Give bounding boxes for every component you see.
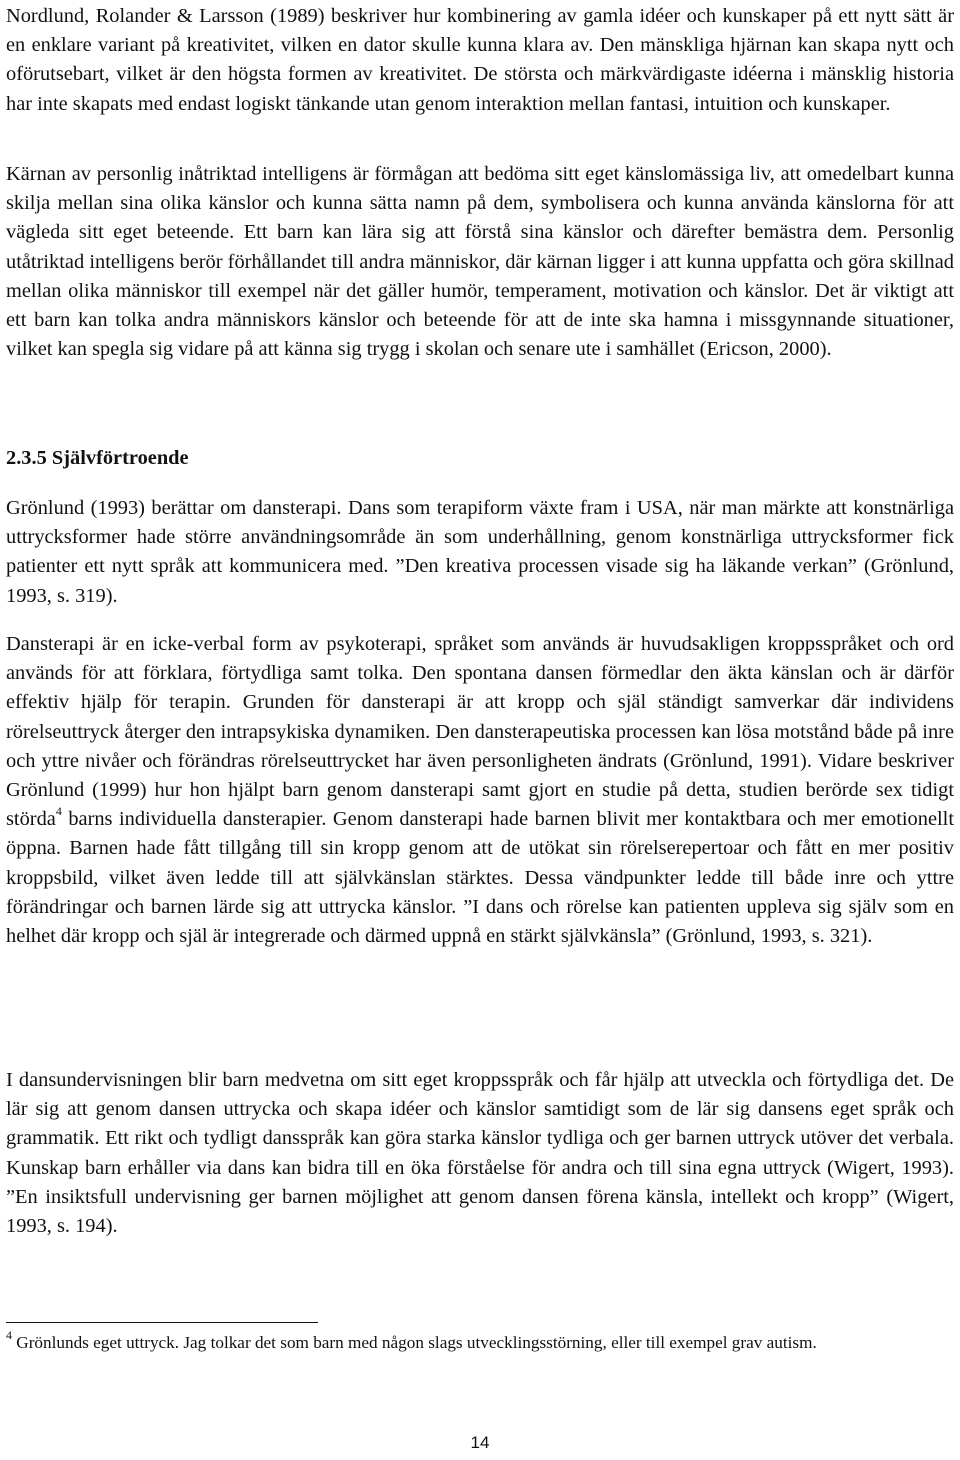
- footnote-marker: 4: [6, 1328, 12, 1343]
- paragraph-dance-therapy-part-2: barns individuella dansterapier. Genom dansterapi hade barnen blivit mer kontaktbara och mer emotionellt öppna. Barnen hade fått tillgång till sin kropp genom att de utökat sin rörelserepertoar och fått en mer positiv kroppsbild, vilket även ledde till att självkänslan stärktes. Dessa vändpunkter ledde till både inre och yttre förändringar och barnen lärde sig att uttrycka känslor. ”I dans och rörelse kan patienten uppleva sig själv som en helhet där kropp och själ är integrerade och därmed uppnå en stärkt självkänsla” (Grönlund, 1993, s. 321).: [6, 808, 954, 948]
- paragraph-dance-therapy-part-1: Dansterapi är en icke-verbal form av psykoterapi, språket som används är huvudsakligen kroppsspråket och ord används för att förklara, förtydliga samt tolka. Den spontana dansen förmedlar den äkta känslan och är därför effektiv hjälp för terapin. Grunden för dansterapi är att kropp och själ ständigt samverkar där individens rörelseuttryck återger den intrapsykiska dynamiken. Den dansterapeutiska processen kan lösa motstånd både på inre och yttre nivåer och förändras rörelseuttrycket har även personligheten ändrats (Grönlund, 1991). Vidare beskriver Grönlund (1999) hur hon hjälpt barn genom dansterapi samt gjort en studie på detta, studien berörde sex tidigt störda: [6, 633, 954, 831]
- footnote-divider: [6, 1322, 318, 1323]
- document-page: [6, 0, 956, 1460]
- paragraph-dance-education: I dansundervisningen blir barn medvetna om sitt eget kroppsspråk och får hjälp att utveckla och förtydliga det. De lär sig att genom dansen uttrycka och skapa idéer och känslor samtidigt som de lär sig dansens eget språk och grammatik. Ett rikt och tydligt dansspråk kan göra starka känslor tydliga och ger barnen uttryck utöver det verbala. Kunskap barn erhåller via dans kan bidra till en öka förståelse för andra och till sina egna uttryck (Wigert, 1993). ”En insiktsfull undervisning ger barnen möjlighet att genom dansen förena känsla, intellekt och kropp” (Wigert, 1993, s. 194).: [6, 1069, 954, 1238]
- paragraph-dance-therapy: [6, 630, 954, 951]
- footnote-reference[interactable]: 4: [55, 804, 62, 819]
- paragraph-creativity: Nordlund, Rolander & Larsson (1989) beskriver hur kombinering av gamla idéer och kunskaper på ett nytt sätt är en enklare variant på kreativitet, vilken en dator skulle kunna klara av. Den mänskliga hjärnan kan skapa nytt och oförutsebart, vilket är den högsta formen av kreativitet. De största och märkvärdigaste idéerna i mänsklig historia har inte skapats med endast logiskt tänkande utan genom interaktion mellan fantasi, intuition och kunskaper.: [6, 5, 954, 115]
- paragraph-intelligence: Kärnan av personlig inåtriktad intelligens är förmågan att bedöma sitt eget känslomässiga liv, att omedelbart kunna skilja mellan sina olika känslor och kunna sätta namn på dem, symbolisera och kunna använda känslorna för att vägleda sitt eget beteende. Ett barn kan lära sig att förstå sina känslor och därefter bemästra dem. Personlig utåtriktad intelligens berör förhållandet till andra människor, där kärnan ligger i att kunna uppfatta och göra skillnad mellan olika människor till exempel när det gäller humör, temperament, motivation och känslor. Det är viktigt att ett barn kan tolka andra människors känslor och beteende för att de inte ska hamna i missgynnande situationer, vilket kan spegla sig vidare på att känna sig trygg i skolan och senare ute i samhället (Ericson, 2000).: [6, 163, 954, 361]
- footnote: [6, 1330, 954, 1356]
- page-number: 14: [470, 1433, 490, 1452]
- paragraph-dance-therapy-intro: Grönlund (1993) berättar om dansterapi. Dans som terapiform växte fram i USA, när man märkte att konstnärliga uttrycksformer hade större användningsområde än som underhållning, genom konstnärliga uttrycksformer fick patienter ett nytt språk att kommunicera med. ”Den kreativa processen visade sig ha läkande verkan” (Grönlund, 1993, s. 319).: [6, 497, 954, 607]
- section-heading: 2.3.5 Självförtroende: [6, 447, 189, 469]
- footnote-text: Grönlunds eget uttryck. Jag tolkar det som barn med någon slags utvecklingsstörning, eller till exempel grav autism.: [12, 1333, 817, 1352]
